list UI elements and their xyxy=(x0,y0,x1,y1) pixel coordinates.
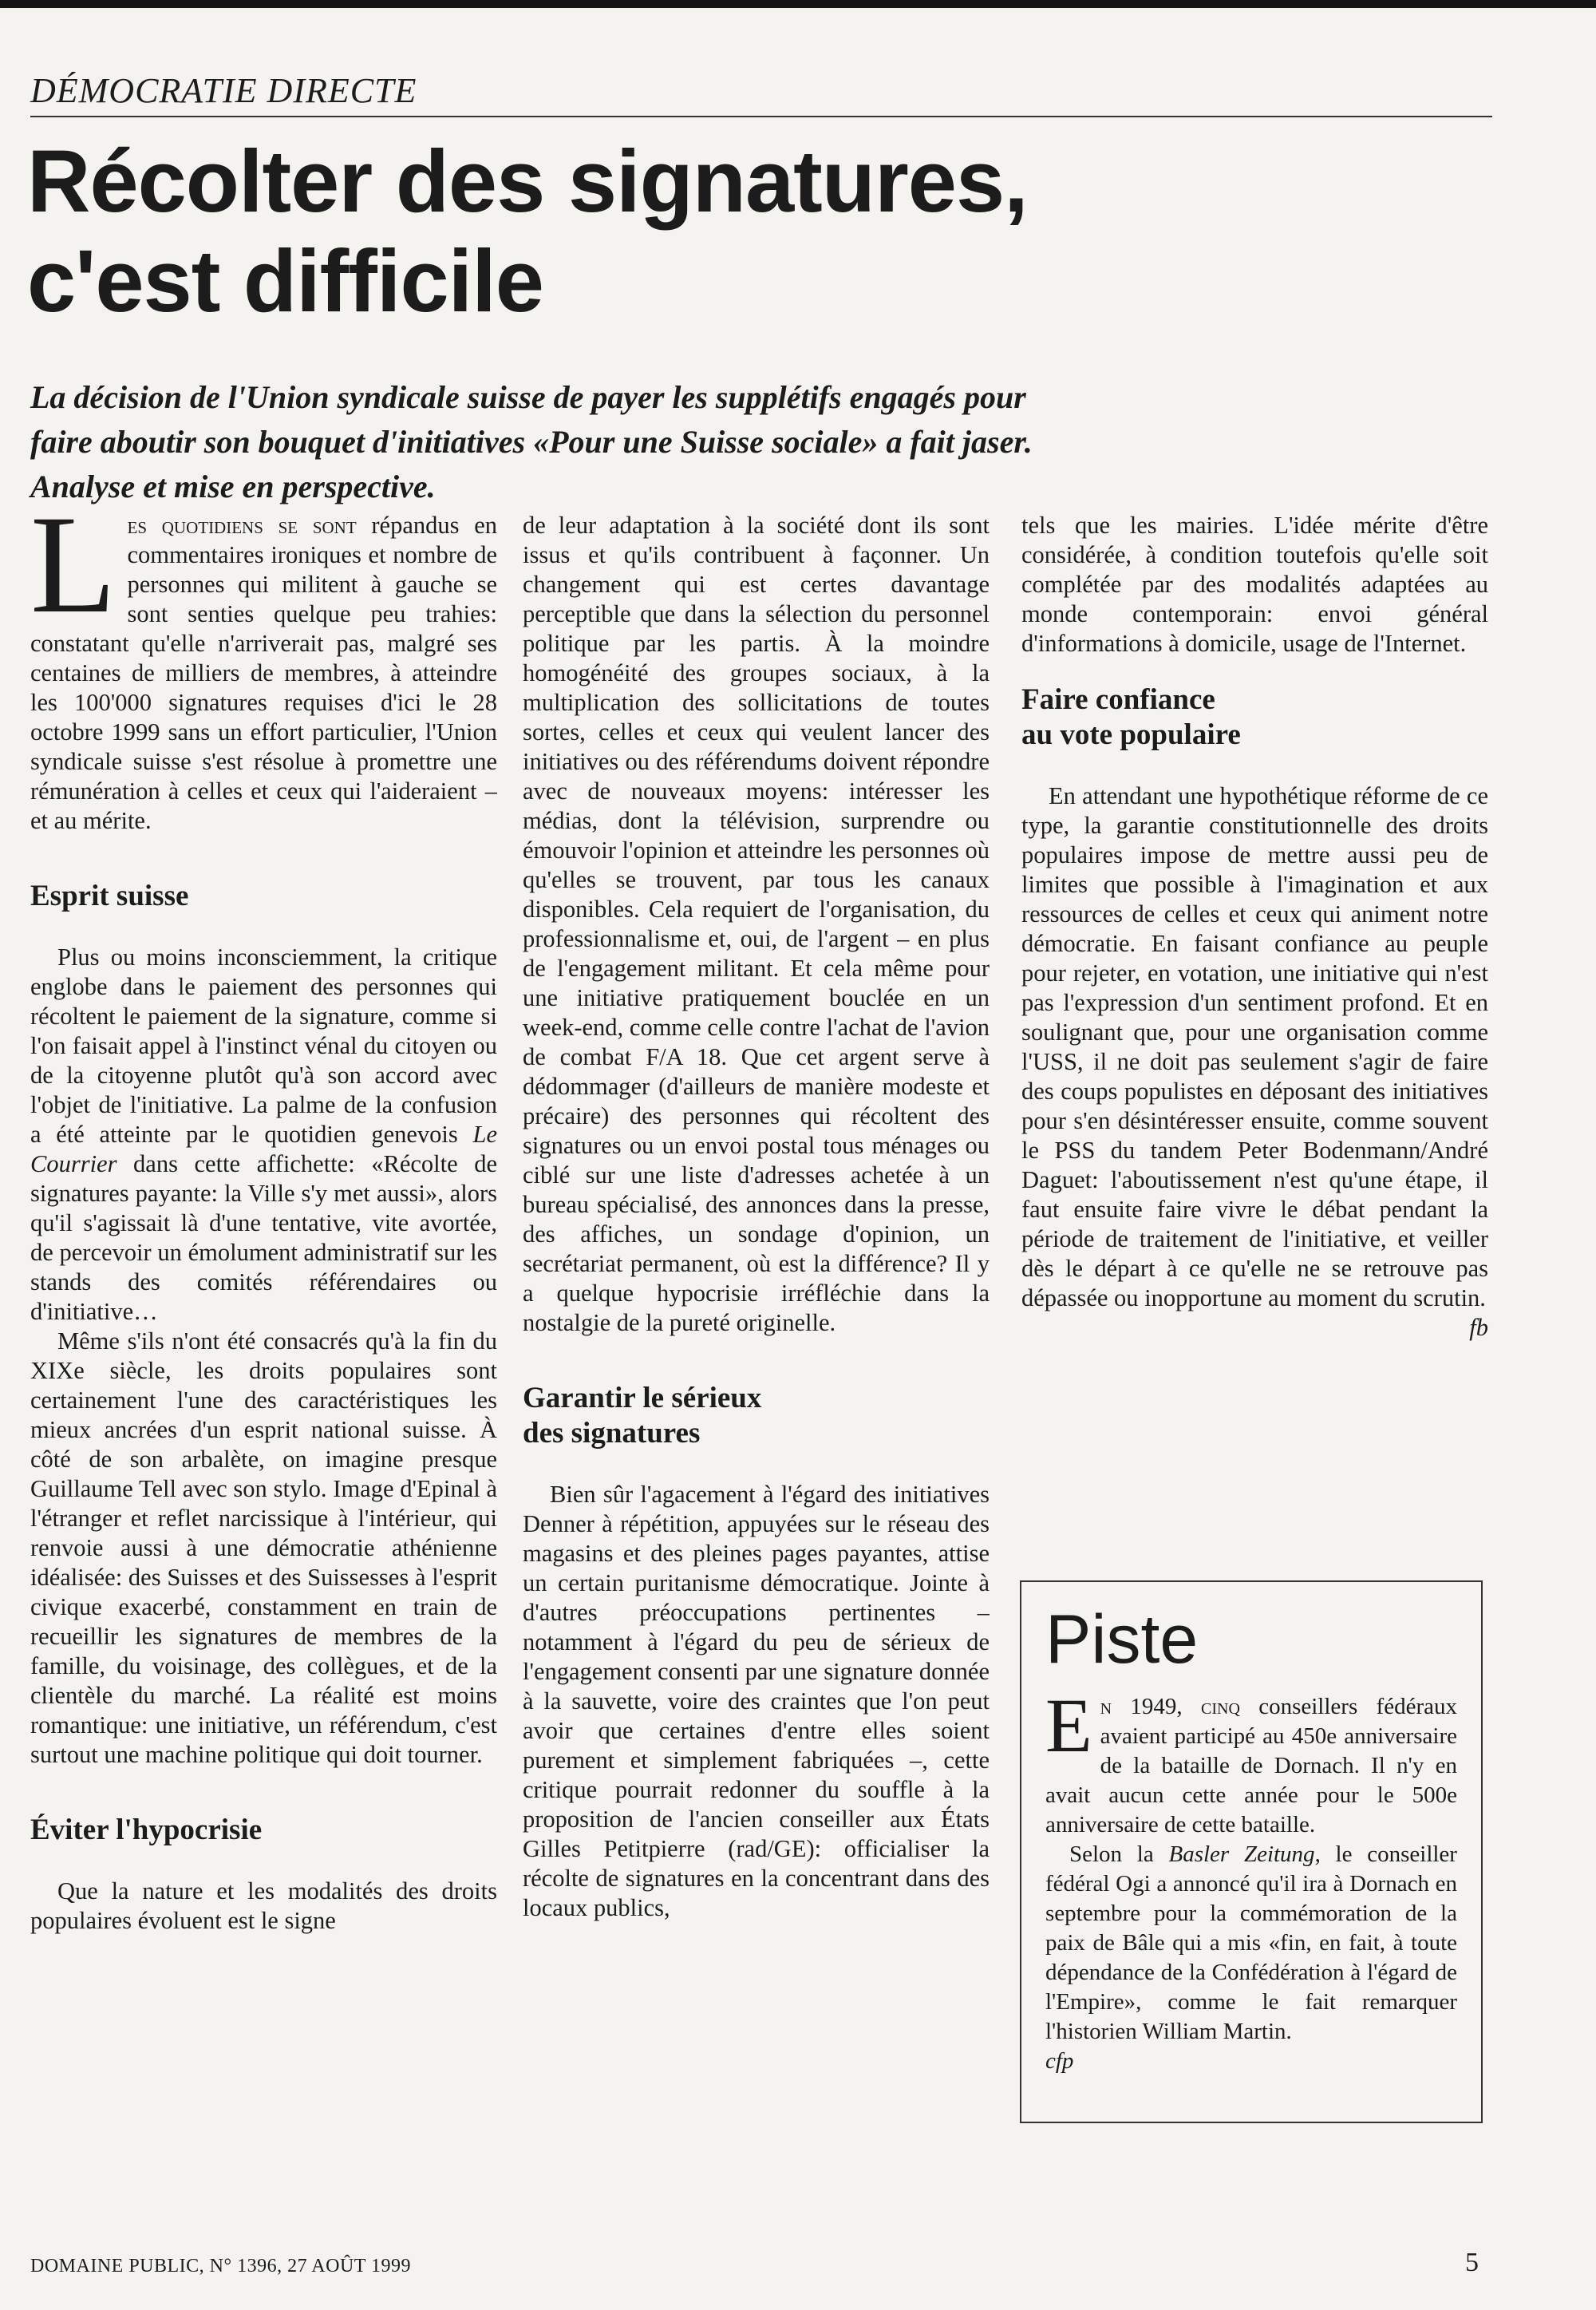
box-newspaper-name: Basler Zeitung xyxy=(1168,1841,1315,1867)
heading-faire-confiance: Faire confiance au vote populaire xyxy=(1021,683,1241,751)
headline-line-2: c'est difficile xyxy=(27,232,543,330)
top-rule xyxy=(0,0,1596,8)
column-1 xyxy=(30,511,497,2235)
headline-line-1: Récolter des signatures, xyxy=(27,133,1028,231)
rubric: DÉMOCRATIE DIRECTE xyxy=(30,70,1492,117)
lead-line-3: Analyse et mise en perspective. xyxy=(30,469,436,504)
eviter-paragraph-continued: de leur adaptation à la société dont ils sont issus et qu'ils contribuent à façonner. Un changement qui est certes davantage perceptible que dans la sélection du personnel politique par les partis. À la moindre homogénéité des groupes sociaux, à la multiplication des sollicitations de toutes sortes, celles et ceux qui veulent lancer des initiatives ou des référendums doivent répondre avec de nouveaux moyens: intéresser les médias, dont la télévision, surprendre ou émouvoir l'opinion et atteindre les personnes où qu'elles se trouvent, par tous les canaux disponibles. Cela requiert de l'organisation, du professionnalisme et, oui, de l'argent – en plus de l'engagement militant. Et cela même pour une initiative pratiquement bouclée en un week-end, comme celle contre l'achat de l'avion de combat F/A 18. Que cet argent serve à dédommager (d'ailleurs de manière modeste et précaire) des personnes qui récoltent des signatures ou un envoi postal tous ménages ou ciblé sur une liste d'adresses achetée à un bureau spécialisé, des annonces dans la presse, des affiches, un sondage d'opinion, un secrétariat permanent, où est la différence? Il y a quelque hypocrisie irréfléchie dans la nostalgie de la pureté originelle. xyxy=(523,512,990,1336)
heading-garantir: Garantir le sérieux des signatures xyxy=(523,1382,762,1450)
intro-text: répandus en commentaires ironiques et nombre de personnes qui militent à gauche se sont senties quelque peu trahies: constatant qu'elle n'arriverait pas, malgré ses centaines de milliers de membres, à atteindre les 100'000 signatures requises d'ici le 28 octobre 1999 sans un effort particulier, l'Union syndicale suisse s'est résolue à promettre une rémunération à celles et ceux qui l'aideraient – et au mérite. xyxy=(30,512,497,834)
heading-esprit-suisse: Esprit suisse xyxy=(30,880,189,912)
page-number: 5 xyxy=(1465,2248,1479,2277)
sidebar-box-piste xyxy=(1020,1580,1483,2123)
box-paragraph-1: En 1949, cinq conseillers fédéraux avaient participé au 450e anniversaire de la bataille de Dornach. Il n'y en avait aucun cette année pour le 500e anniversaire de cette bataille. xyxy=(1045,1683,1457,1837)
lead-line-2: faire aboutir son bouquet d'initiatives «Pour une Suisse sociale» a fait jaser. xyxy=(30,424,1033,460)
drop-cap: L xyxy=(30,511,117,643)
garantir-paragraph-start: Bien sûr l'agacement à l'égard des initiatives Denner à répétition, appuyées sur le réseau des magasins et des pleines pages payantes, attise un certain puritanisme démocratique. Jointe à d'autres préoccupations pertinentes – notamment à l'égard du peu de sérieux de l'engagement consenti par une signature donnée à la sauvette, voire des craintes que l'on peut avoir que certaines d'entre elles soient purement et simplement fabriquées –, cette critique pourrait redonner du souffle à la proposition de l'ancien conseiller aux États Gilles Petitpierre (rad/GE): officialiser la récolte de signatures en la concentrant dans des locaux publics, xyxy=(523,1481,990,1921)
author-signature: fb xyxy=(1469,1314,1488,1341)
garantir-paragraph-continued: tels que les mairies. L'idée mérite d'être considérée, à condition toutefois qu'elle soit complétée par des modalités adaptées au monde contemporain: envoi général d'informations à domicile, usage de l'Internet. xyxy=(1021,512,1488,657)
esprit-paragraph-2: Même s'ils n'ont été consacrés qu'à la fin du XIXe siècle, les droits populaires sont certainement l'une des caractéristiques les mieux ancrées d'un esprit national suisse. À côté de son arbalète, on imagine presque Guillaume Tell avec son stylo. Image d'Epinal à l'étranger et reflet narcissique à l'intérieur, qui renvoie aussi à une démocratie athénienne idéalisée: des Suisses et des Suissesses à l'esprit civique exacerbé, constamment en train de recueillir les signatures de membres de la famille, du voisinage, des collègues, et de la clientèle du marché. La réalité est moins romantique: une initiative, un référendum, c'est surtout une machine politique qui doit tourner. xyxy=(30,1327,497,1768)
box-paragraph-2: Selon la Basler Zeitung, le conseiller fédéral Ogi a annoncé qu'il ira à Dornach en septembre pour la commémoration de la paix de Bâle qui a mis «fin, en fait, à toute dépendance de la Confédération à l'égard de l'Empire», comme le fait remarquer l'historien William Martin. xyxy=(1045,1841,1457,2044)
esprit-paragraph-1: Plus ou moins inconsciemment, la critique englobe dans le paiement des personnes qui récoltent le paiement de la signature, comme si l'on faisait appel à l'instinct vénal du citoyen ou de la citoyenne plutôt qu'à son accord avec l'objet de l'initiative. La palme de la confusion a été atteinte par le quotidien genevois Le Courrier dans cette affichette: «Récolte de signatures payante: la Ville s'y met aussi», alors qu'il s'agissait là d'une tentative, vite avortée, de percevoir un émolument administratif sur les stands des comités référendaires ou d'initiative… xyxy=(30,943,497,1325)
lead-line-1: La décision de l'Union syndicale suisse de payer les supplétifs engagés pour xyxy=(30,379,1026,415)
intro-paragraph xyxy=(30,511,497,836)
box-title: Piste xyxy=(1045,1601,1199,1678)
newspaper-name: Le Courrier xyxy=(30,1121,497,1177)
footer-publication: DOMAINE PUBLIC, N° 1396, 27 AOÛT 1999 xyxy=(30,2256,411,2276)
box-drop-cap: E xyxy=(1045,1683,1092,1768)
column-2 xyxy=(523,511,990,2235)
heading-eviter-hypocrisie: Éviter l'hypocrisie xyxy=(30,1814,263,1846)
box-signature: cfp xyxy=(1045,2048,1074,2074)
faire-paragraph: En attendant une hypothétique réforme de ce type, la garantie constitutionnelle des droits populaires impose de mettre aussi peu de limites que possible à l'imagination et aux ressources de celles et ceux qui animent notre démocratie. En faisant confiance au peuple pour rejeter, en votation, une initiative qui n'est pas l'expression d'un sentiment profond. Et en soulignant que, pour une organisation comme l'USS, il ne doit pas seulement s'agir de faire des coups populistes en déposant des initiatives pour s'en désintéresser ensuite, comme souvent le PSS du tandem Peter Bodenmann/André Daguet: l'aboutissement n'est qu'une étape, il faut ensuite faire vivre le débat pendant la période de traitement de l'initiative, et veiller dès le départ à ce qu'elle ne se retrouve pas dépassée ou inopportune au moment du scrutin. xyxy=(1021,782,1488,1311)
headline xyxy=(27,132,1503,331)
intro-small-caps: es quotidiens se sont xyxy=(127,512,357,539)
eviter-paragraph-start: Que la nature et les modalités des droits populaires évoluent est le signe xyxy=(30,1877,497,1934)
lead-paragraph xyxy=(30,375,1467,509)
